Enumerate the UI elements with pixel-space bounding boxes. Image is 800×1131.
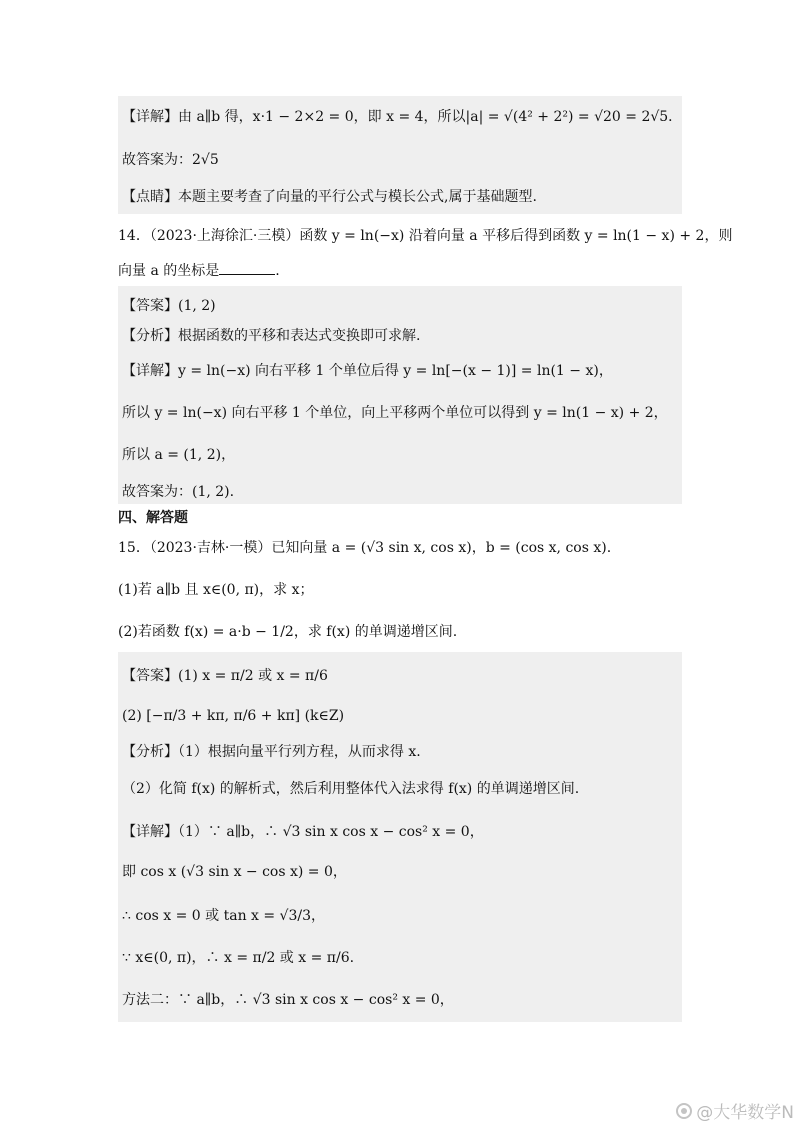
- analysis-line: 【分析】（1）根据向量平行列方程，从而求得 x.: [122, 744, 421, 760]
- detail-line: 所以 y = ln(−x) 向右平移 1 个单位，向上平移两个单位可以得到 y = ln(1 − x) + 2，: [122, 405, 668, 421]
- detail-line: 方法二：∵ a∥b，∴ √3 sin x cos x − cos² x = 0，: [122, 992, 454, 1008]
- detail-line: 【详解】由 a∥b 得，x·1 − 2×2 = 0，即 x = 4，所以|a| = √(4² + 2²) = √20 = 2√5．: [122, 109, 683, 125]
- detail-line: 【详解】（1）∵ a∥b，∴ √3 sin x cos x − cos² x = 0，: [122, 824, 484, 840]
- detail-line: 即 cos x (√3 sin x − cos x) = 0，: [122, 864, 347, 880]
- watermark-text: @大华数学N: [696, 1103, 794, 1123]
- watermark: [676, 1098, 794, 1123]
- question-15-part1: (1)若 a∥b 且 x∈(0, π)，求 x；: [118, 582, 314, 598]
- question-15-stem: 15．（2023·吉林·一模）已知向量 a = (√3 sin x, cos x)，b = (cos x, cos x).: [118, 540, 612, 556]
- watermark-logo-icon: [676, 1103, 692, 1119]
- detail-line: ∵ x∈(0, π)，∴ x = π/2 或 x = π/6.: [122, 950, 355, 966]
- analysis-line: 【分析】根据函数的平移和表达式变换即可求解.: [122, 328, 421, 344]
- analysis-line: （2）化简 f(x) 的解析式，然后利用整体代入法求得 f(x) 的单调递增区间.: [122, 781, 580, 797]
- question-14-line1: 14．（2023·上海徐汇·三模）函数 y = ln(−x) 沿着向量 a 平移后得到函数 y = ln(1 − x) + 2，则: [118, 228, 733, 244]
- answer-line: 故答案为：(1, 2).: [122, 484, 235, 500]
- answer-panel-2: [118, 286, 682, 504]
- answer-line: 【答案】(1, 2): [122, 298, 216, 314]
- question-14-line2: 向量 a 的坐标是 .: [118, 263, 280, 279]
- answer-blank: [219, 262, 275, 275]
- answer-line: 故答案为：2√5: [122, 152, 219, 168]
- detail-line: 【详解】y = ln(−x) 向右平移 1 个单位后得 y = ln[−(x − 1)] = ln(1 − x)，: [122, 363, 613, 379]
- detail-line: 所以 a = (1, 2)，: [122, 447, 236, 463]
- answer-line: 【答案】(1) x = π/2 或 x = π/6: [122, 668, 328, 684]
- section-heading: 四、解答题: [118, 510, 188, 526]
- comment-line: 【点睛】本题主要考查了向量的平行公式与模长公式,属于基础题型.: [122, 189, 537, 205]
- detail-line: ∴ cos x = 0 或 tan x = √3/3，: [122, 908, 326, 924]
- answer-line: (2) [−π/3 + kπ, π/6 + kπ] (k∈Z): [122, 708, 345, 724]
- question-14-text: 向量 a 的坐标是: [118, 263, 220, 279]
- question-15-part2: (2)若函数 f(x) = a·b − 1/2，求 f(x) 的单调递增区间.: [118, 624, 458, 640]
